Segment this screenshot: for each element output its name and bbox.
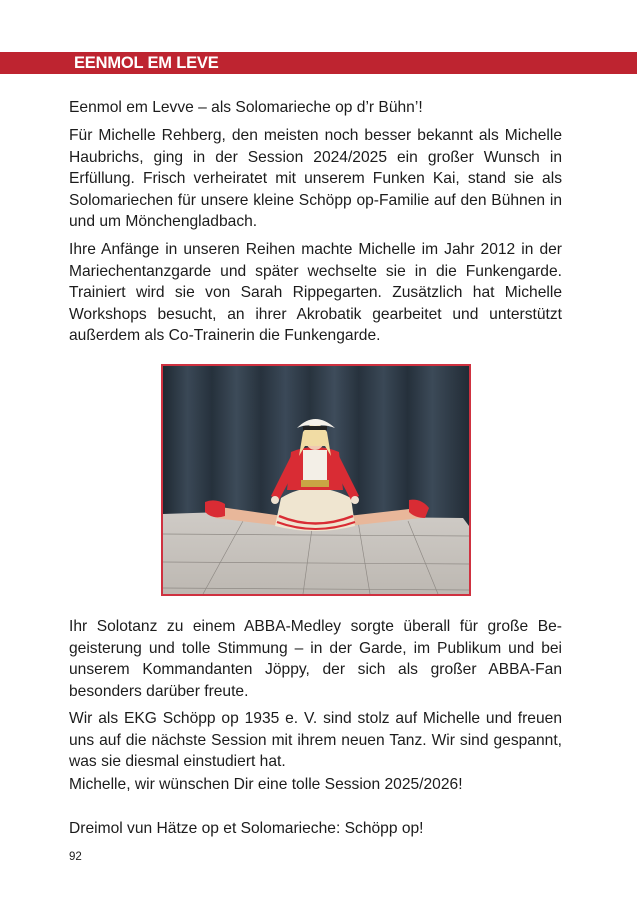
article-photo (161, 364, 471, 596)
article-paragraph (69, 239, 562, 347)
paragraph-text: Michelle, wir wünschen Dir eine tolle Session 2025/2026! (69, 776, 463, 793)
article-paragraph (69, 125, 562, 233)
article-paragraph (69, 708, 562, 773)
article-paragraph (69, 616, 562, 702)
paragraph-text: Wir als EKG Schöpp op 1935 e. V. sind stolz auf Michelle und freuen uns auf die nächste Session mit ihrem neuen Tanz. Wir sind gespannt, was sie diesmal einstudiert hat. (69, 710, 562, 771)
paragraph-text: Ihr Solotanz zu einem ABBA-Medley sorgte überall für große Begeisterung und tolle Stimmung – in der Garde, im Publikum und bei unserem Kommandanten Jöppy, der sich als großer ABBA-Fan besonders darüber freute. (69, 618, 562, 700)
article-closing (69, 818, 562, 840)
section-title: EENMOL EM LEVE (74, 54, 219, 72)
paragraph-text: Ihre Anfänge in unseren Reihen machte Michelle im Jahr 2012 in der Mariechentanzgarde und später wechselte sie in die Funkengarde. Trainiert wird sie von Sarah Rippegarten. Zusätzlich hat Michelle Workshops besucht, an ihrer Akrobatik gearbeitet und unterstützt außerdem als Co-Trainerin die Funkengarde. (69, 241, 562, 345)
article-intro (69, 97, 562, 119)
closing-text: Dreimol vun Hätze op et Solomarieche: Schöpp op! (69, 820, 424, 837)
section-header-bar (0, 52, 637, 74)
dancer-photo-illustration (163, 366, 469, 594)
article-paragraph (69, 774, 562, 796)
intro-text: Eenmol em Levve – als Solomarieche op d’r Bühn’! (69, 99, 423, 116)
page-number: 92 (69, 851, 82, 863)
paragraph-text: Für Michelle Rehberg, den meisten noch besser bekannt als Michelle Haubrichs, ging in der Session 2024/2025 ein großer Wunsch in Erfüllung. Frisch verheiratet mit unserem Funken Kai, stand sie als Solomariechen für unsere kleine Schöpp op-Familie auf den Bühnen in und um Mönchengladbach. (69, 127, 562, 231)
